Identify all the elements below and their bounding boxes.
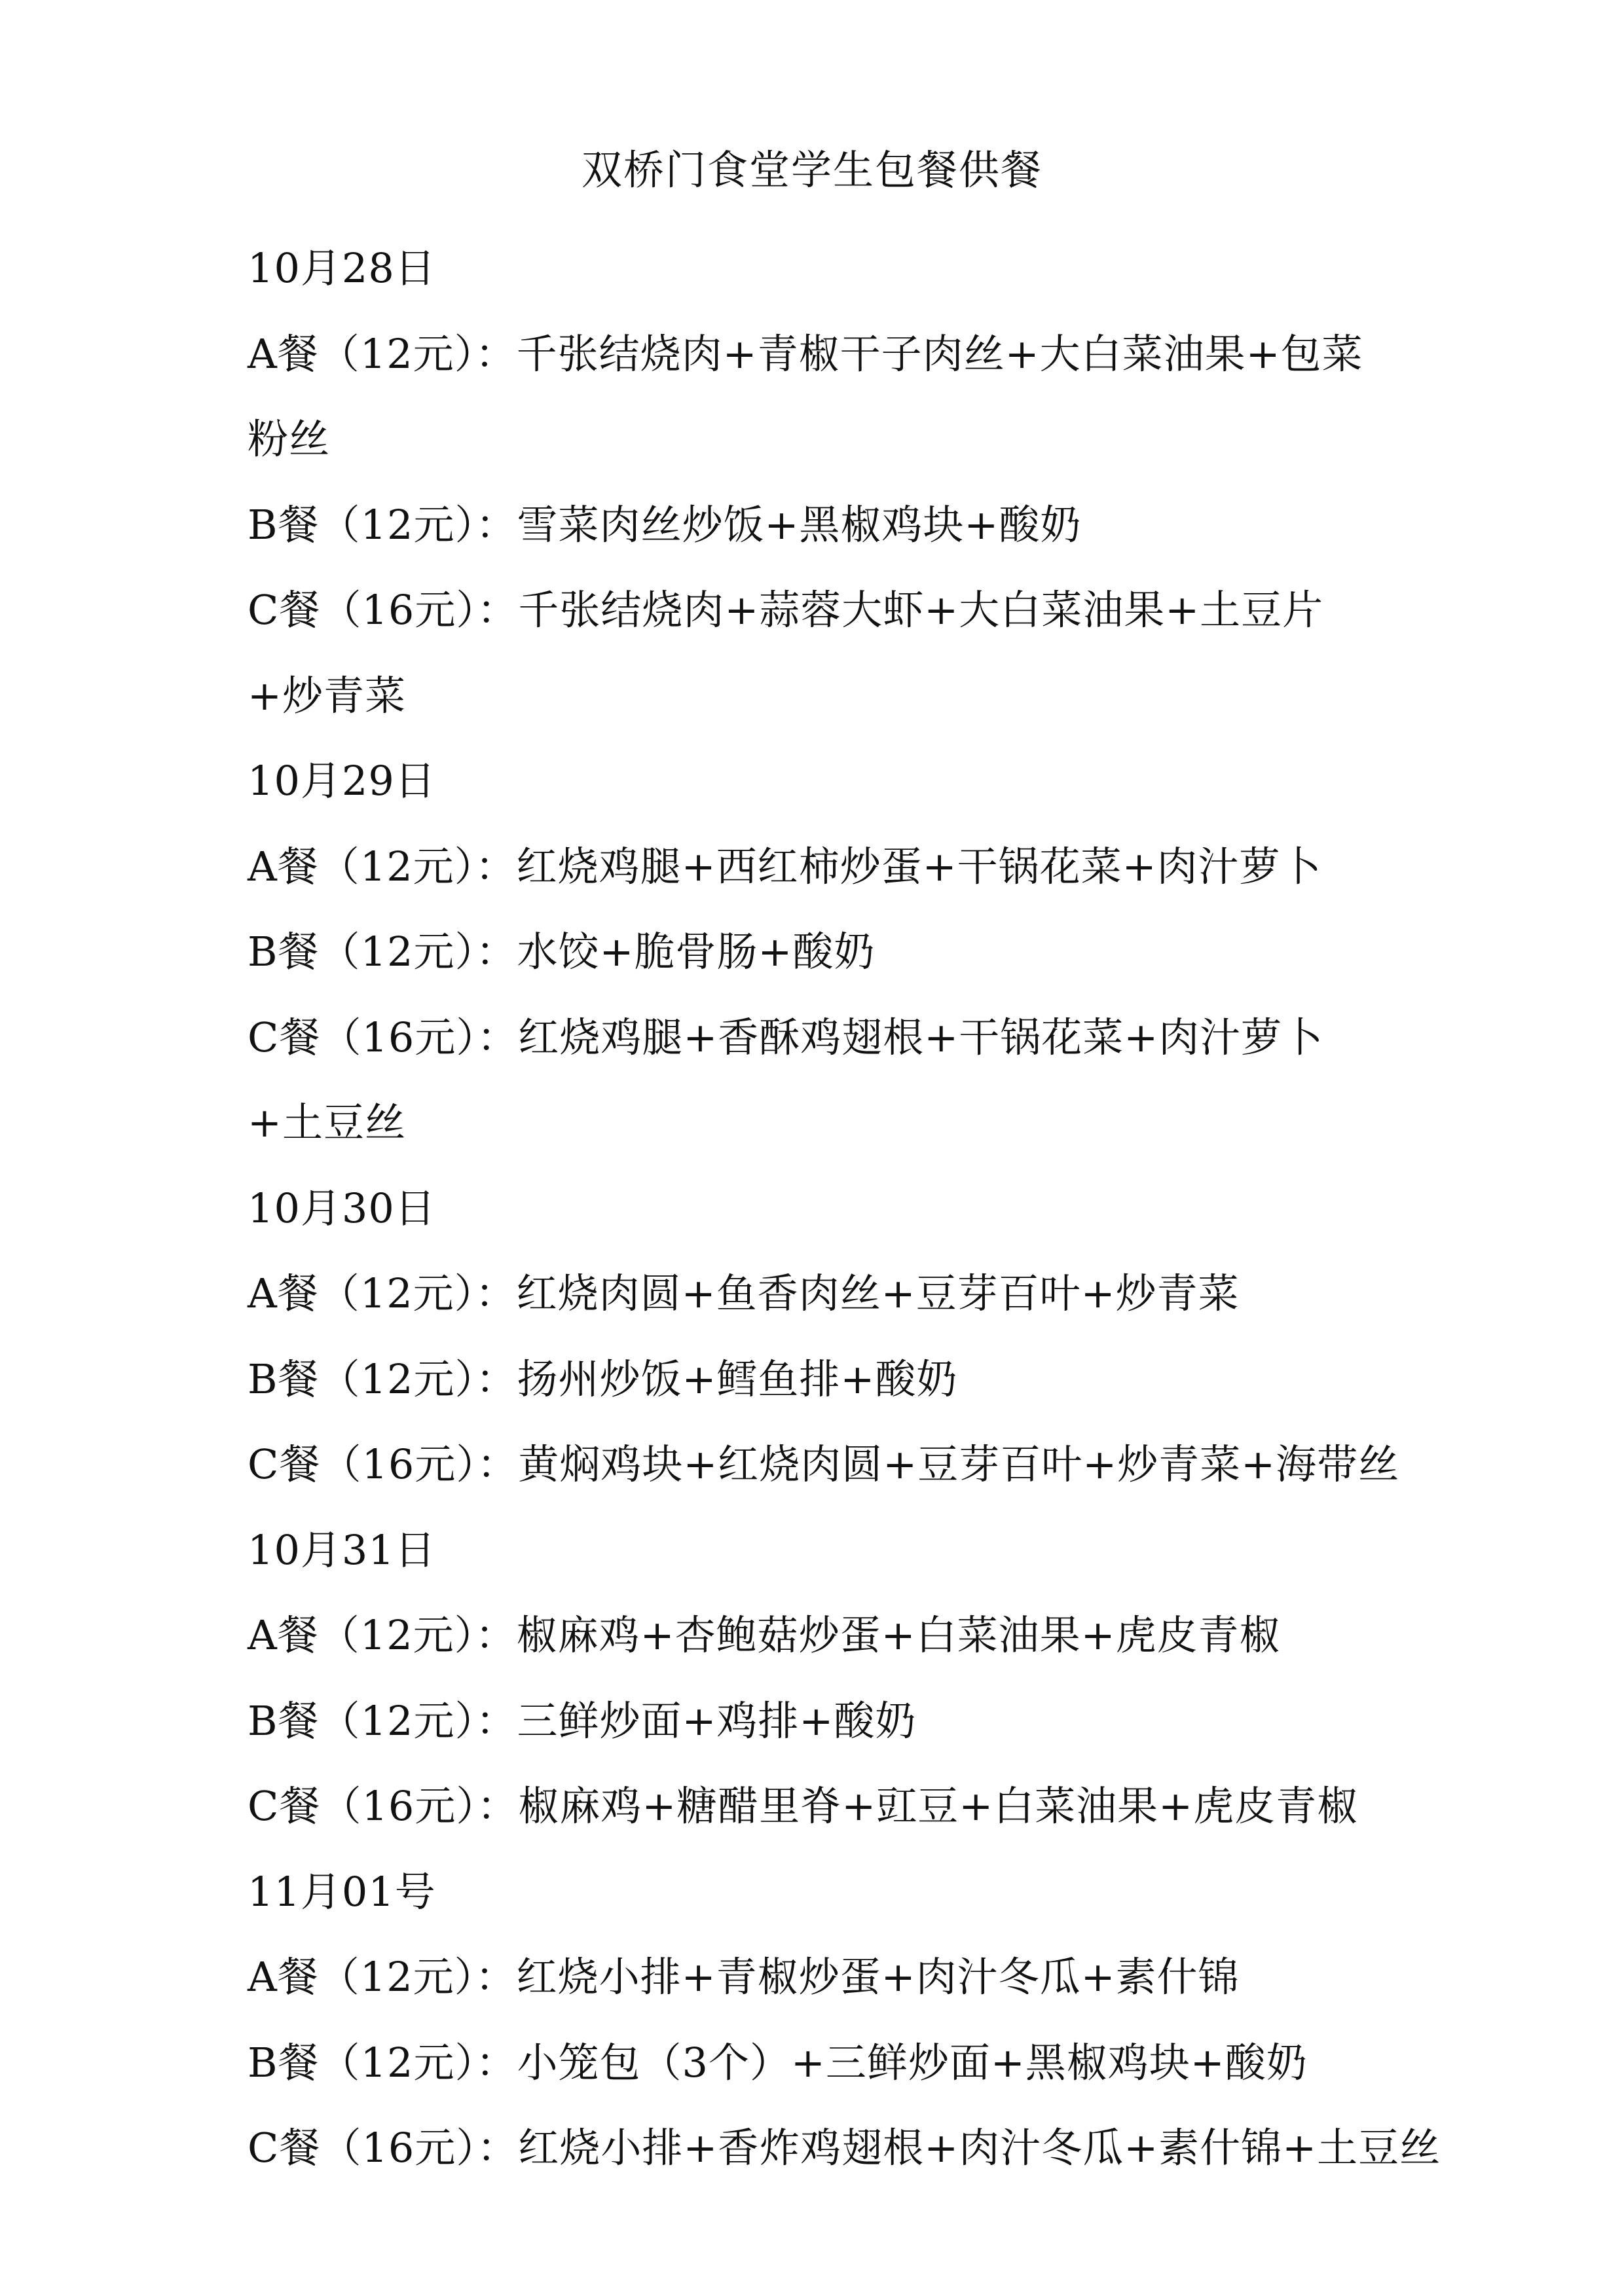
date-heading: 10月29日: [248, 757, 436, 805]
meal-b: B餐（12元）：小笼包（3个）+三鲜炒面+黑椒鸡块+酸奶: [248, 2038, 1308, 2086]
date-heading: 10月28日: [248, 244, 436, 292]
page-title: 双桥门食堂学生包餐供餐: [581, 146, 1043, 194]
meal-b: B餐（12元）：三鲜炒面+鸡排+酸奶: [248, 1696, 917, 1745]
date-heading: 10月30日: [248, 1184, 436, 1232]
meal-c: C餐（16元）：黄焖鸡块+红烧肉圆+豆芽百叶+炒青菜+海带丝: [248, 1440, 1400, 1488]
meal-c: C餐（16元）：红烧鸡腿+香酥鸡翅根+干锅花菜+肉汁萝卜+土豆丝: [248, 1013, 1324, 1146]
meal-a: A餐（12元）：千张结烧肉+青椒干子肉丝+大白菜油果+包菜粉丝: [248, 329, 1363, 463]
meal-a: A餐（12元）：椒麻鸡+杏鲍菇炒蛋+白菜油果+虎皮青椒: [248, 1611, 1281, 1659]
meal-c: C餐（16元）：千张结烧肉+蒜蓉大虾+大白菜油果+土豆片+炒青菜: [248, 586, 1324, 720]
meal-b: B餐（12元）：雪菜肉丝炒饭+黑椒鸡块+酸奶: [248, 500, 1082, 549]
menu-list: [248, 226, 1441, 2191]
meal-a: A餐（12元）：红烧肉圆+鱼香肉丝+豆芽百叶+炒青菜: [248, 1269, 1240, 1317]
meal-c: C餐（16元）：椒麻鸡+糖醋里脊+豇豆+白菜油果+虎皮青椒: [248, 1782, 1359, 1830]
meal-a: A餐（12元）：红烧鸡腿+西红柿炒蛋+干锅花菜+肉汁萝卜: [248, 842, 1322, 890]
meal-c: C餐（16元）：红烧小排+香炸鸡翅根+肉汁冬瓜+素什锦+土豆丝: [248, 2124, 1441, 2172]
date-heading: 10月31日: [248, 1525, 436, 1574]
meal-a: A餐（12元）：红烧小排+青椒炒蛋+肉汁冬瓜+素什锦: [248, 1953, 1240, 2001]
date-heading: 11月01号: [248, 1867, 436, 1916]
meal-b: B餐（12元）：水饺+脆骨肠+酸奶: [248, 928, 876, 975]
meal-b: B餐（12元）：扬州炒饭+鳕鱼排+酸奶: [248, 1355, 958, 1403]
